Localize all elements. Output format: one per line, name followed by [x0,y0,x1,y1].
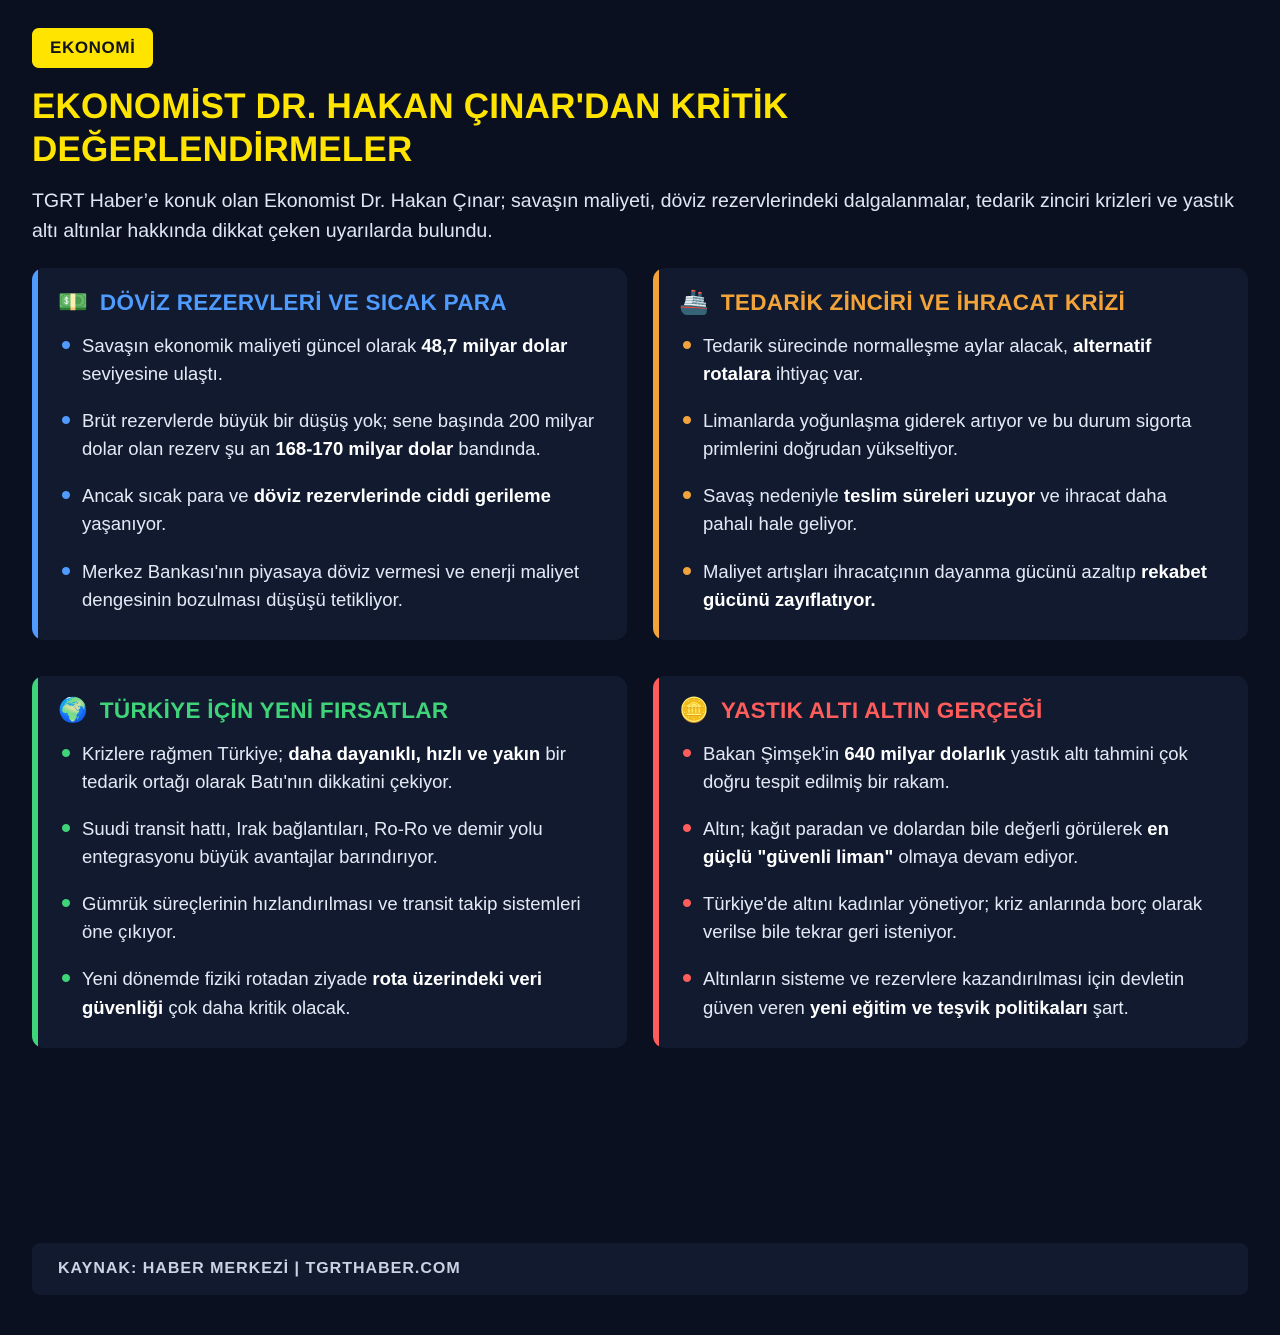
info-card-title: DÖVİZ REZERVLERİ VE SICAK PARA [99,289,507,315]
list-item: Yeni dönemde fiziki rotadan ziyade rota üzerindeki veri güvenliği çok daha kritik olacak. [58,965,601,1021]
list-item: Brüt rezervlerde büyük bir düşüş yok; sene başında 200 milyar dolar olan rezerv şu an 168-170 milyar dolar bandında. [58,407,601,463]
info-card [32,268,627,640]
info-card-points [58,740,601,1022]
cards-grid [32,268,1248,1048]
list-item: Suudi transit hattı, Irak bağlantıları, Ro-Ro ve demir yolu entegrasyonu büyük avantajlar barındırıyor. [58,815,601,871]
list-item: Savaş nedeniyle teslim süreleri uzuyor ve ihracat daha pahalı hale geliyor. [679,482,1222,538]
info-card-header [58,290,601,316]
info-card [653,676,1248,1048]
list-item: Bakan Şimşek'in 640 milyar dolarlık yastık altı tahmini çok doğru tespit edilmiş bir rakam. [679,740,1222,796]
info-card [32,676,627,1048]
info-card-title: YASTIK ALTI ALTIN GERÇEĞİ [720,697,1043,723]
info-card-header [679,698,1222,724]
cargo-ship-icon: 🚢 [679,288,709,316]
money-banknote-icon: 💵 [58,288,88,316]
list-item: Altınların sisteme ve rezervlere kazandırılması için devletin güven veren yeni eğitim ve teşvik politikaları şart. [679,965,1222,1021]
info-card-header [679,290,1222,316]
info-card-points [679,332,1222,614]
list-item: Krizlere rağmen Türkiye; daha dayanıklı, hızlı ve yakın bir tedarik ortağı olarak Batı'nın dikkatini çekiyor. [58,740,601,796]
info-card-title: TÜRKİYE İÇİN YENİ FIRSATLAR [99,697,449,723]
list-item: Merkez Bankası'nın piyasaya döviz vermesi ve enerji maliyet dengesinin bozulması düşüşü tetikliyor. [58,558,601,614]
footer-bar [32,1243,1248,1295]
info-card-title: TEDARİK ZİNCİRİ VE İHRACAT KRİZİ [720,289,1126,315]
list-item: Savaşın ekonomik maliyeti güncel olarak 48,7 milyar dolar seviyesine ulaştı. [58,332,601,388]
info-card-points [58,332,601,614]
list-item: Ancak sıcak para ve döviz rezervlerinde ciddi gerileme yaşanıyor. [58,482,601,538]
globe-icon: 🌍 [58,696,88,724]
list-item: Maliyet artışları ihracatçının dayanma gücünü azaltıp rekabet gücünü zayıflatıyor. [679,558,1222,614]
page-title: EKONOMİST DR. HAKAN ÇINAR'DAN KRİTİK DEĞERLENDİRMELER [32,87,789,169]
page-subtitle: TGRT Haber’e konuk olan Ekonomist Dr. Hakan Çınar; savaşın maliyeti, döviz rezervlerindeki dalgalanmalar, tedarik zinciri krizleri ve yastık altı altınlar hakkında dikkat çeken uyarılarda bulundu. [32,190,1234,242]
list-item: Gümrük süreçlerinin hızlandırılması ve transit takip sistemleri öne çıkıyor. [58,890,601,946]
source-credit: KAYNAK: HABER MERKEZİ | TGRTHABER.COM [58,1260,461,1277]
list-item: Tedarik sürecinde normalleşme aylar alacak, alternatif rotalara ihtiyaç var. [679,332,1222,388]
gold-coin-icon: 🪙 [679,696,709,724]
category-badge: EKONOMİ [32,28,153,68]
info-card [653,268,1248,640]
list-item: Limanlarda yoğunlaşma giderek artıyor ve bu durum sigorta primlerini doğrudan yükseltiyor. [679,407,1222,463]
info-card-points [679,740,1222,1022]
list-item: Türkiye'de altını kadınlar yönetiyor; kriz anlarında borç olarak verilse bile tekrar geri isteniyor. [679,890,1222,946]
list-item: Altın; kağıt paradan ve dolardan bile değerli görülerek en güçlü "güvenli liman" olmaya devam ediyor. [679,815,1222,871]
info-card-header [58,698,601,724]
